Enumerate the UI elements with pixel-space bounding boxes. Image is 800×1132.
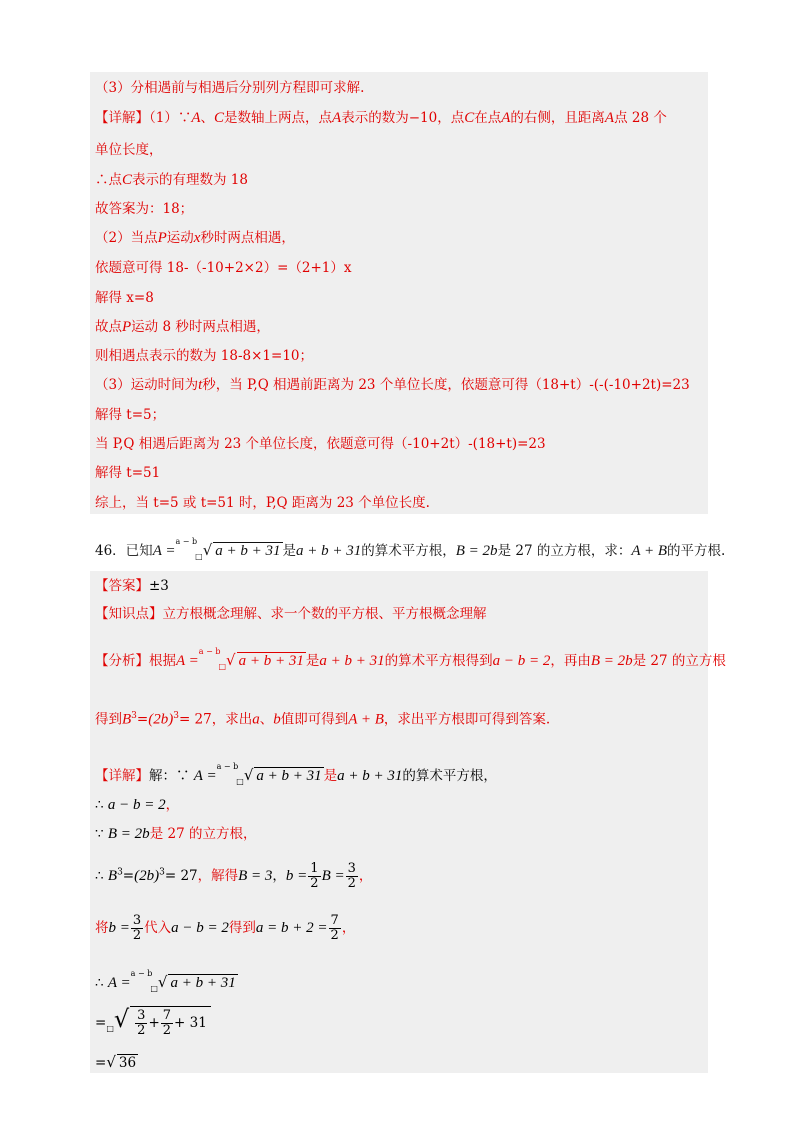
- meet-point: 则相遇点表示的数为 18-8×1=10；: [95, 348, 314, 364]
- analysis-line-1: 【分析】根据A =$^{a - b}_□$√ a + b + 31 是a + b + 31的算术平方根得到a − b = 2，再由B = 2b是 27 的立方根: [95, 647, 726, 671]
- after-meet: 当 P,Q 相遇后距离为 23 个单位长度，依题意可得（-10+2t）-(18+t)=23: [95, 436, 546, 452]
- meet-time: 故点P运动 8 秒时两点相遇，: [95, 319, 270, 335]
- analysis-line-2: 得到$B^3=(2b)^3= 27$，求出a、b值即可得到A + B，求出平方根即可得到答案.: [95, 711, 551, 728]
- detail-line-2: ∴ a − b = 2，: [95, 797, 180, 813]
- detail-line-7: $=_□√$ $\frac{3}{2}$ + $\frac{7}{2}$ + 31: [95, 1006, 211, 1040]
- conclusion: 综上，当 t=5 或 t=51 时，P,Q 距离为 23 个单位长度.: [95, 495, 430, 511]
- solve-t51: 解得 t=51: [95, 465, 161, 481]
- detail-part1-cont: 单位长度，: [95, 142, 163, 158]
- step3-method: （3）分相遇前与相遇后分别列方程即可求解.: [95, 80, 365, 96]
- part3-intro: （3）运动时间为t秒，当 P,Q 相遇前距离为 23 个单位长度，依题意可得（18+t）-(-(-10+2t)=23: [95, 377, 690, 393]
- question-46: 46．已知A =$^{a - b}_□$√ a + b + 31 是a + b + 31的算术平方根，B = 2b是 27 的立方根，求：A + B的平方根.: [95, 537, 726, 561]
- detail-line-3: ∵ B = 2b是 27 的立方根，: [95, 826, 257, 842]
- detail-part1: 【详解】（1）∵A、C是数轴上两点，点A表示的数为−10，点C在点A的右侧，且距离A点 28 个: [95, 110, 667, 126]
- therefore-c: ∴点C表示的有理数为 18: [95, 172, 248, 188]
- detail-line-4: ∴ $B^3=(2b)^3= 27$，解得B = 3，b = $\frac{1}{2}$ B = $\frac{3}{2}$ ，: [95, 861, 373, 891]
- part2-intro: （2）当点P运动x秒时两点相遇，: [95, 230, 295, 246]
- part2-equation: 依题意可得 18-（-10+2×2）=（2+1）x: [95, 260, 352, 276]
- detail-line-5: 将b = $\frac{3}{2}$ 代入a − b = 2得到a = b + 2 = $\frac{7}{2}$ ，: [95, 913, 356, 943]
- detail-line-8: =√ 36: [95, 1053, 137, 1071]
- knowledge-line: 【知识点】立方根概念理解、求一个数的平方根、平方根概念理解: [95, 606, 487, 622]
- detail-line-1: 【详解】解：∵ A =$^{a - b}_□$√ a + b + 31 是a + b + 31的算术平方根，: [95, 762, 497, 786]
- solve-x: 解得 x=8: [95, 290, 154, 306]
- detail-line-6: ∴ A =$^{a - b}_□$√ a + b + 31: [95, 969, 236, 993]
- answer-18: 故答案为：18；: [95, 201, 194, 217]
- answer-line: 【答案】±3: [95, 578, 169, 594]
- solve-t5: 解得 t=5；: [95, 407, 166, 423]
